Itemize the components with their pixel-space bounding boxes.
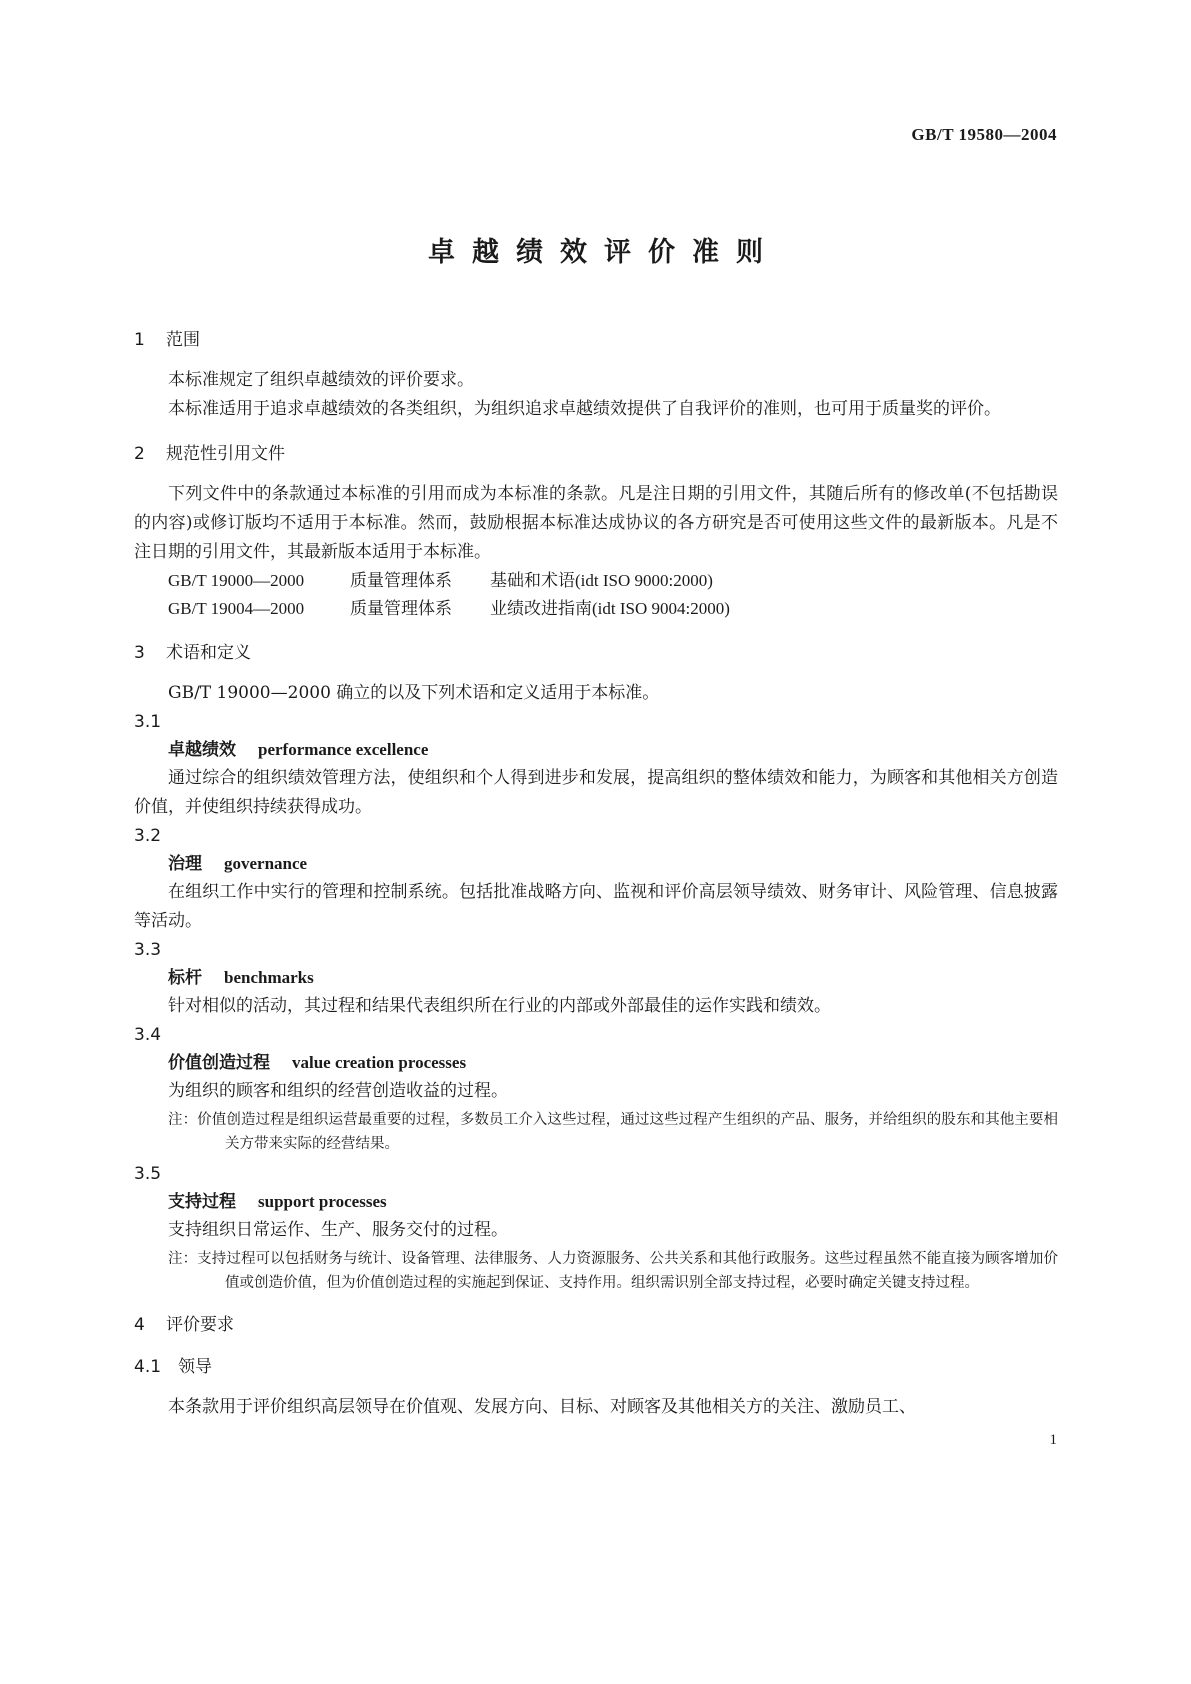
section-heading [134, 1313, 1058, 1337]
reference-item [134, 595, 1058, 623]
page-number: 1 [1049, 1432, 1057, 1448]
term-number: 3.5 [134, 1164, 162, 1184]
term-name [134, 1188, 1058, 1216]
section-number: 1 [134, 330, 145, 350]
subsection-number: 4.1 [134, 1357, 162, 1377]
section-number: 3 [134, 643, 145, 663]
reference-name: 质量管理体系 [350, 599, 452, 618]
section-title: 范围 [166, 330, 200, 350]
reference-name: 质量管理体系 [350, 571, 452, 590]
term-zh: 卓越绩效 [168, 740, 236, 760]
term-definition: 为组织的顾客和组织的经营创造收益的过程。 [168, 1081, 508, 1101]
term-definition: 通过综合的组织绩效管理方法，使组织和个人得到进步和发展，提高组织的整体绩效和能力，为顾客和其他相关方创造价值，并使组织持续获得成功。 [134, 768, 1058, 817]
term-number: 3.3 [134, 940, 162, 960]
term-name [134, 964, 1058, 992]
term-zh: 治理 [168, 854, 202, 874]
term-note: 注：价值创造过程是组织运营最重要的过程，多数员工介入这些过程，通过这些过程产生组织的产品、服务，并给组织的股东和其他主要相关方带来实际的经营结果。 [168, 1112, 1058, 1152]
reference-item [134, 567, 1058, 595]
term-en: performance excellence [258, 740, 429, 759]
section-heading [134, 641, 1058, 665]
term-number: 3.4 [134, 1025, 162, 1045]
section-number: 4 [134, 1315, 145, 1335]
paragraph: 下列文件中的条款通过本标准的引用而成为本标准的条款。凡是注日期的引用文件，其随后所有的修改单(不包括勘误的内容)或修订版均不适用于本标准。然而，鼓励根据本标准达成协议的各方研究是否可使用这些文件的最新版本。凡是不注日期的引用文件，其最新版本适用于本标准。 [134, 484, 1058, 562]
section-title: 规范性引用文件 [166, 444, 285, 464]
section-title: 评价要求 [166, 1315, 234, 1335]
term-en: benchmarks [224, 968, 314, 987]
subsection-title: 领导 [178, 1357, 212, 1377]
paragraph: 本标准适用于追求卓越绩效的各类组织，为组织追求卓越绩效提供了自我评价的准则，也可用于质量奖的评价。 [168, 399, 1001, 419]
document-title: 卓越绩效评价准则 [428, 237, 780, 268]
section-title: 术语和定义 [166, 643, 251, 663]
term-zh: 支持过程 [168, 1192, 236, 1212]
term-en: governance [224, 854, 308, 873]
standard-code: GB/T 19580—2004 [911, 125, 1057, 144]
reference-subtitle: 业绩改进指南(idt ISO 9004:2000) [490, 599, 730, 618]
section-heading [134, 328, 1058, 352]
paragraph: 本条款用于评价组织高层领导在价值观、发展方向、目标、对顾客及其他相关方的关注、激励员工、 [168, 1397, 916, 1417]
document-body [134, 328, 1058, 1422]
term-zh: 标杆 [168, 968, 202, 988]
reference-code: GB/T 19000—2000 [168, 571, 305, 590]
term-definition: 支持组织日常运作、生产、服务交付的过程。 [168, 1220, 508, 1240]
term-name [134, 1049, 1058, 1077]
section-heading [134, 442, 1058, 466]
term-name [134, 850, 1058, 878]
paragraph: GB/T 19000—2000 确立的以及下列术语和定义适用于本标准。 [168, 683, 660, 703]
term-definition: 在组织工作中实行的管理和控制系统。包括批准战略方向、监视和评价高层领导绩效、财务审计、风险管理、信息披露等活动。 [134, 882, 1058, 931]
reference-code: GB/T 19004—2000 [168, 599, 305, 618]
reference-subtitle: 基础和术语(idt ISO 9000:2000) [490, 571, 713, 590]
term-name [134, 736, 1058, 764]
term-zh: 价值创造过程 [168, 1053, 270, 1073]
subsection-heading [134, 1355, 1058, 1379]
term-en: value creation processes [292, 1053, 467, 1072]
term-en: support processes [258, 1192, 387, 1211]
term-note: 注：支持过程可以包括财务与统计、设备管理、法律服务、人力资源服务、公共关系和其他行政服务。这些过程虽然不能直接为顾客增加价值或创造价值，但为价值创造过程的实施起到保证、支持作用。组织需识别全部支持过程，必要时确定关键支持过程。 [168, 1251, 1058, 1291]
term-definition: 针对相似的活动，其过程和结果代表组织所在行业的内部或外部最佳的运作实践和绩效。 [168, 996, 831, 1016]
term-number: 3.1 [134, 712, 162, 732]
paragraph: 本标准规定了组织卓越绩效的评价要求。 [168, 370, 474, 390]
term-number: 3.2 [134, 826, 162, 846]
section-number: 2 [134, 444, 145, 464]
